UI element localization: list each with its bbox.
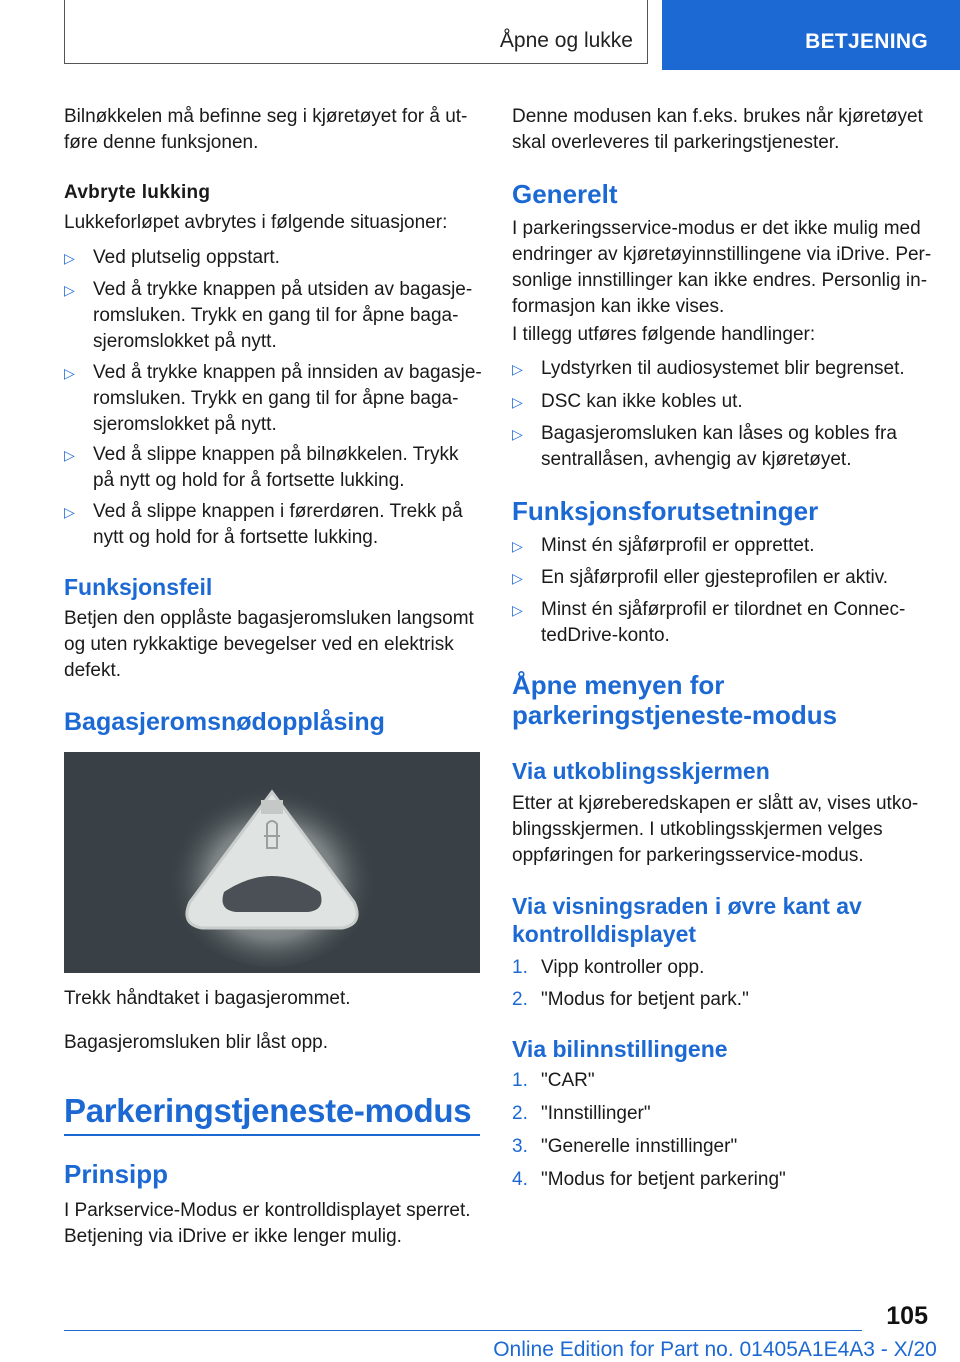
section-divider <box>64 1134 480 1136</box>
emergency-heading: Bagasjeromsnødopplåsing <box>64 708 385 736</box>
via-off-screen-text: Etter at kjøreberedskapen er slått av, vises utko- blingsskjermen. I utkoblingsskjermen velges oppføringen for parkeringsservice-modus. <box>512 793 919 866</box>
triangle-bullet-icon: ▷ <box>64 250 75 266</box>
step-text: "Innstillinger" <box>541 1103 651 1124</box>
list-item-text: Bagasjeromsluken kan låses og kobles fra sentrallåsen, avhengig av kjøretøyet. <box>541 423 897 470</box>
abort-text: Lukkeforløpet avbrytes i følgende situasjoner: <box>64 212 448 233</box>
footer-edition: Online Edition for Part no. 01405A1E4A3 - X/20 <box>493 1338 937 1361</box>
principle-text: I Parkservice-Modus er kontrolldisplayet sperret. Betjening via iDrive er ikke lenger mulig. <box>64 1200 471 1247</box>
list-item-text: En sjåførprofil eller gjesteprofilen er aktiv. <box>541 567 889 588</box>
chapter-tab[interactable] <box>662 0 960 70</box>
triangle-bullet-icon: ▷ <box>512 570 523 586</box>
photo-caption: Trekk håndtaket i bagasjerommet. <box>64 988 351 1009</box>
step-number: 2. <box>512 989 528 1010</box>
list-item-text: Ved å slippe knappen i førerdøren. Trekk på nytt og hold for å fortsette lukking. <box>93 501 463 548</box>
step-text: "Modus for betjent park." <box>541 989 749 1010</box>
release-handle-illustration <box>64 752 480 973</box>
footer-divider <box>64 1330 862 1331</box>
triangle-bullet-icon: ▷ <box>64 504 75 520</box>
general-heading: Generelt <box>512 179 618 209</box>
chapter-title: BETJENING <box>805 30 928 53</box>
list-item-text: Ved å trykke knappen på utsiden av bagasje- romsluken. Trykk en gang til for åpne baga- sjeromslokket på nytt. <box>93 279 473 352</box>
list-item-text: DSC kan ikke kobles ut. <box>541 391 743 412</box>
list-item-text: Minst én sjåførprofil er opprettet. <box>541 535 815 556</box>
photo-caption-result: Bagasjeromsluken blir låst opp. <box>64 1032 329 1053</box>
step-text: "CAR" <box>541 1070 595 1091</box>
triangle-bullet-icon: ▷ <box>512 538 523 554</box>
page-number: 105 <box>886 1302 928 1330</box>
triangle-bullet-icon: ▷ <box>64 447 75 463</box>
step-item <box>512 955 932 981</box>
step-number: 1. <box>512 957 528 978</box>
step-number: 1. <box>512 1070 528 1091</box>
fault-text: Betjen den opplåste bagasjeromsluken langsomt og uten rykkaktige bevegelser ved en elektrisk defekt. <box>64 608 474 681</box>
list-item <box>64 245 482 271</box>
list-item-text: Ved å trykke knappen på innsiden av bagasje- romsluken. Trykk en gang til for åpne baga- sjeromslokket på nytt. <box>93 362 482 435</box>
list-item <box>512 533 932 559</box>
list-item <box>512 565 932 591</box>
step-item <box>512 987 932 1013</box>
via-status-row-heading: Via visningsraden i øvre kant av kontrolldisplayet <box>512 893 862 947</box>
step-text: "Modus for betjent parkering" <box>541 1169 786 1190</box>
step-text: "Generelle innstillinger" <box>541 1136 738 1157</box>
list-item-text: Minst én sjåførprofil er tilordnet en Connec- tedDrive-konto. <box>541 599 906 646</box>
prereq-heading: Funksjonsforutsetninger <box>512 496 819 526</box>
right-intro: Denne modusen kan f.eks. brukes når kjøretøyet skal overleveres til parkeringstjenester. <box>512 106 923 153</box>
list-item-text: Lydstyrken til audiosystemet blir begrenset. <box>541 358 905 379</box>
list-item <box>512 356 932 382</box>
fault-heading: Funksjonsfeil <box>64 574 213 600</box>
triangle-bullet-icon: ▷ <box>512 602 523 618</box>
list-item <box>512 421 932 473</box>
triangle-bullet-icon: ▷ <box>512 426 523 442</box>
actions-text: I tillegg utføres følgende handlinger: <box>512 324 816 345</box>
triangle-bullet-icon: ▷ <box>64 282 75 298</box>
via-settings-heading: Via bilinnstillingene <box>512 1036 728 1062</box>
section-title: Åpne og lukke <box>499 29 633 52</box>
via-off-screen-heading: Via utkoblingsskjermen <box>512 758 770 784</box>
list-item-text: Ved å slippe knappen på bilnøkkelen. Trykk på nytt og hold for å fortsette lukking. <box>93 444 459 491</box>
list-item <box>512 389 932 415</box>
list-item <box>64 360 482 438</box>
list-item-text: Ved plutselig oppstart. <box>93 247 280 268</box>
list-item <box>64 442 482 494</box>
step-item <box>512 1167 932 1193</box>
abort-heading: Avbryte lukking <box>64 182 211 203</box>
triangle-bullet-icon: ▷ <box>64 365 75 381</box>
header-box <box>64 0 648 64</box>
step-number: 2. <box>512 1103 528 1124</box>
triangle-bullet-icon: ▷ <box>512 361 523 377</box>
step-number: 3. <box>512 1136 528 1157</box>
left-intro: Bilnøkkelen må befinne seg i kjøretøyet for å ut- føre denne funksjonen. <box>64 106 468 153</box>
step-item <box>512 1068 932 1094</box>
open-menu-heading: Åpne menyen for parkeringstjeneste-modus <box>512 670 838 730</box>
list-item <box>64 499 482 551</box>
list-item <box>512 597 932 649</box>
step-item <box>512 1134 932 1160</box>
step-number: 4. <box>512 1169 528 1190</box>
principle-heading: Prinsipp <box>64 1159 169 1189</box>
step-item <box>512 1101 932 1127</box>
triangle-bullet-icon: ▷ <box>512 394 523 410</box>
list-item <box>64 277 482 355</box>
general-text: I parkeringsservice-modus er det ikke mulig med endringer av kjøretøyinnstillingene via iDrive. Per- sonlige innstillinger kan ikke endres. Personlig in- formasjon kan ikke vises. <box>512 218 932 317</box>
emergency-release-photo <box>64 752 480 973</box>
step-text: Vipp kontroller opp. <box>541 957 705 978</box>
section-heading: Parkeringstjeneste-modus <box>64 1092 472 1129</box>
